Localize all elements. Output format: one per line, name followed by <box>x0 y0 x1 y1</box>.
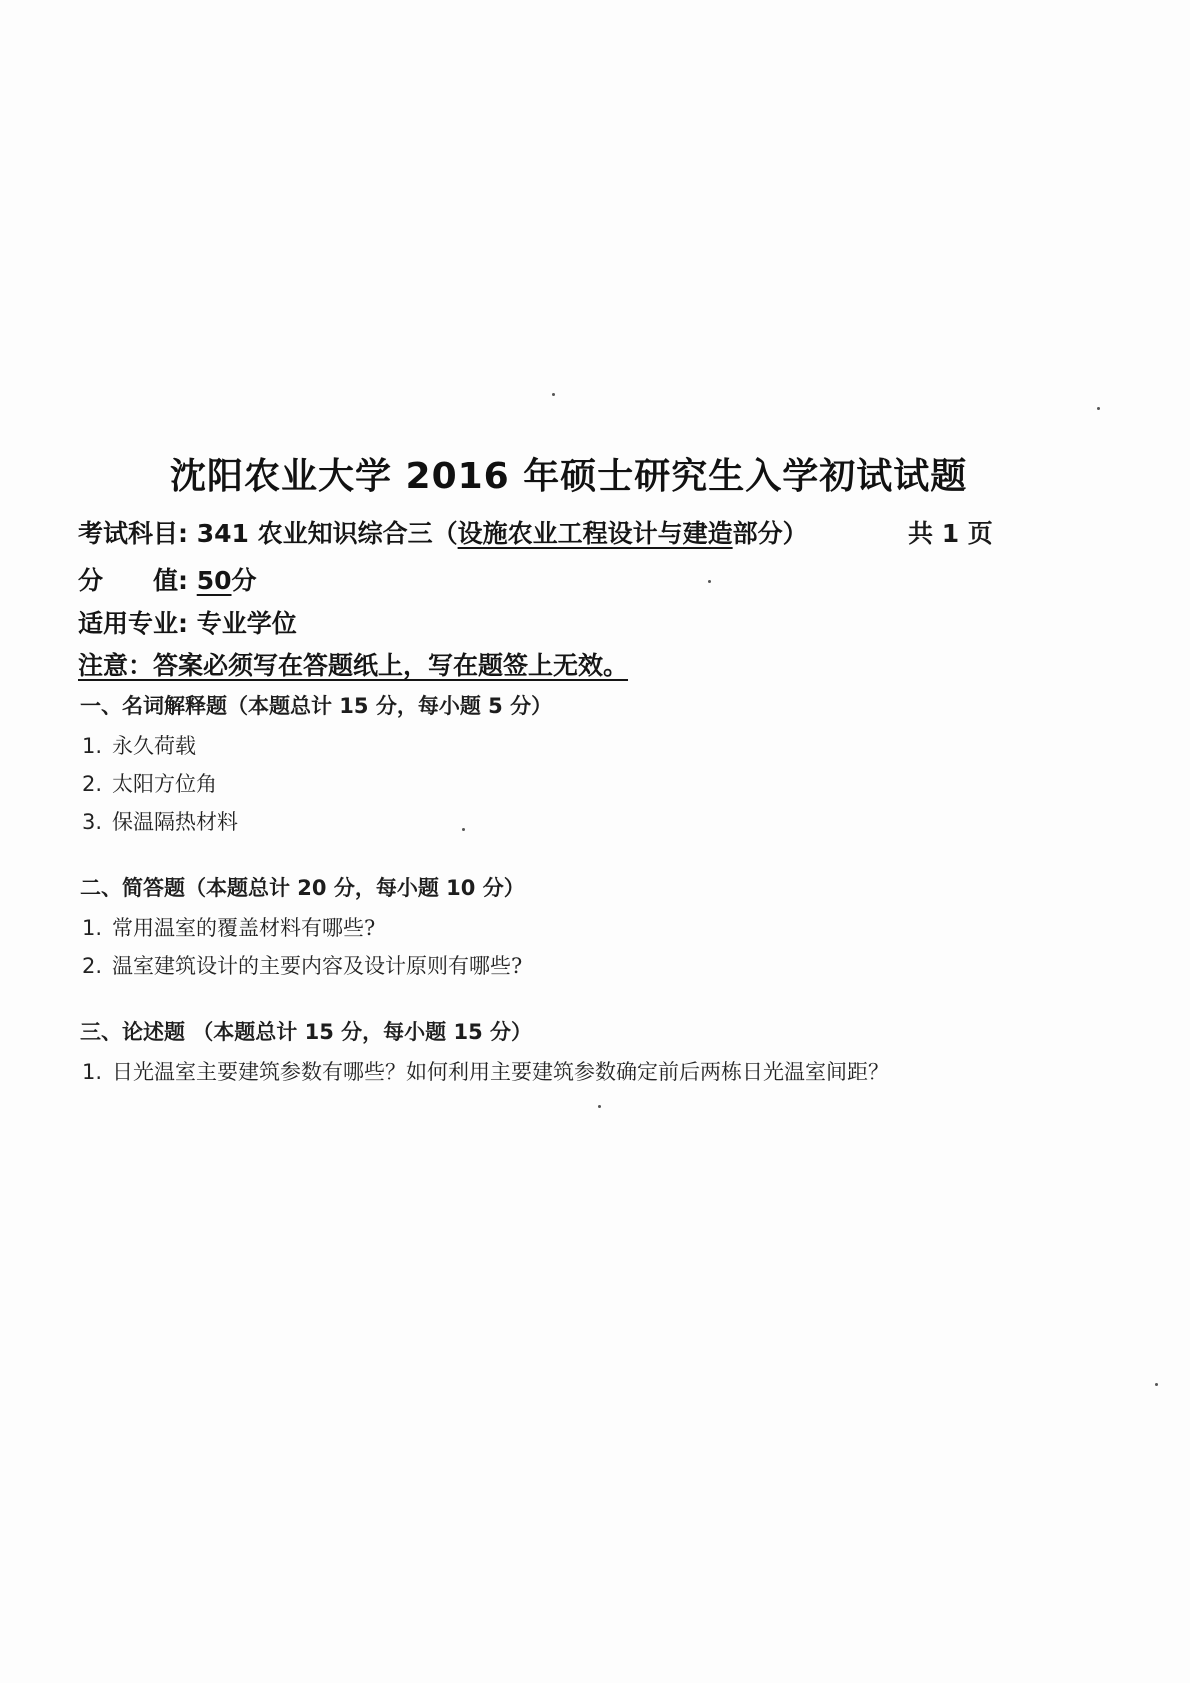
score-value: 50 <box>196 566 232 595</box>
item-number: 2. <box>82 772 103 796</box>
notice-line: 注意：答案必须写在答题纸上，写在题签上无效。 <box>78 651 629 680</box>
section-1-heading: 一、名词解释题（本题总计 15 分，每小题 5 分） <box>80 694 553 718</box>
item-text: 永久荷载 <box>112 734 197 758</box>
item-text: 温室建筑设计的主要内容及设计原则有哪些? <box>112 954 523 978</box>
subject-end: 部分） <box>732 519 808 548</box>
major-line <box>78 604 297 640</box>
scan-speck <box>462 828 465 831</box>
score-line <box>78 561 257 597</box>
item-number: 2. <box>82 954 103 978</box>
section-3-item-1 <box>82 1056 889 1086</box>
item-number: 1. <box>82 1060 103 1084</box>
item-text: 太阳方位角 <box>112 772 218 796</box>
item-number: 1. <box>82 734 103 758</box>
item-number: 3. <box>82 810 103 834</box>
section-2-item-1 <box>82 912 375 942</box>
section-1-item-1 <box>82 730 196 760</box>
scan-speck <box>598 1105 601 1108</box>
subject-label: 考试科目: <box>78 519 188 548</box>
subject-value: 341 农业知识综合三（ <box>196 519 458 548</box>
item-text: 日光温室主要建筑参数有哪些？如何利用主要建筑参数确定前后两栋日光温室间距？ <box>112 1060 890 1084</box>
section-2-heading: 二、简答题（本题总计 20 分，每小题 10 分） <box>80 876 525 900</box>
exam-title: 沈阳农业大学 2016 年硕士研究生入学初试试题 <box>170 456 968 497</box>
major-label: 适用专业: <box>78 609 188 638</box>
scan-speck <box>1097 407 1100 410</box>
section-2-item-2 <box>82 950 522 980</box>
subject-line <box>78 514 808 550</box>
section-1-item-3 <box>82 806 238 836</box>
section-1-item-2 <box>82 768 217 798</box>
item-text: 保温隔热材料 <box>112 810 239 834</box>
score-label: 分 值: <box>78 566 188 595</box>
section-3-heading: 三、论述题 （本题总计 15 分，每小题 15 分） <box>80 1020 533 1044</box>
scan-speck <box>552 393 555 396</box>
subject-part: 设施农业工程设计与建造 <box>457 519 733 548</box>
scan-speck <box>708 580 711 583</box>
page-count: 共 1 页 <box>908 519 993 548</box>
score-unit: 分 <box>231 566 257 595</box>
item-text: 常用温室的覆盖材料有哪些? <box>112 916 376 940</box>
major-value: 专业学位 <box>196 609 297 638</box>
item-number: 1. <box>82 916 103 940</box>
scan-speck <box>1155 1383 1158 1386</box>
